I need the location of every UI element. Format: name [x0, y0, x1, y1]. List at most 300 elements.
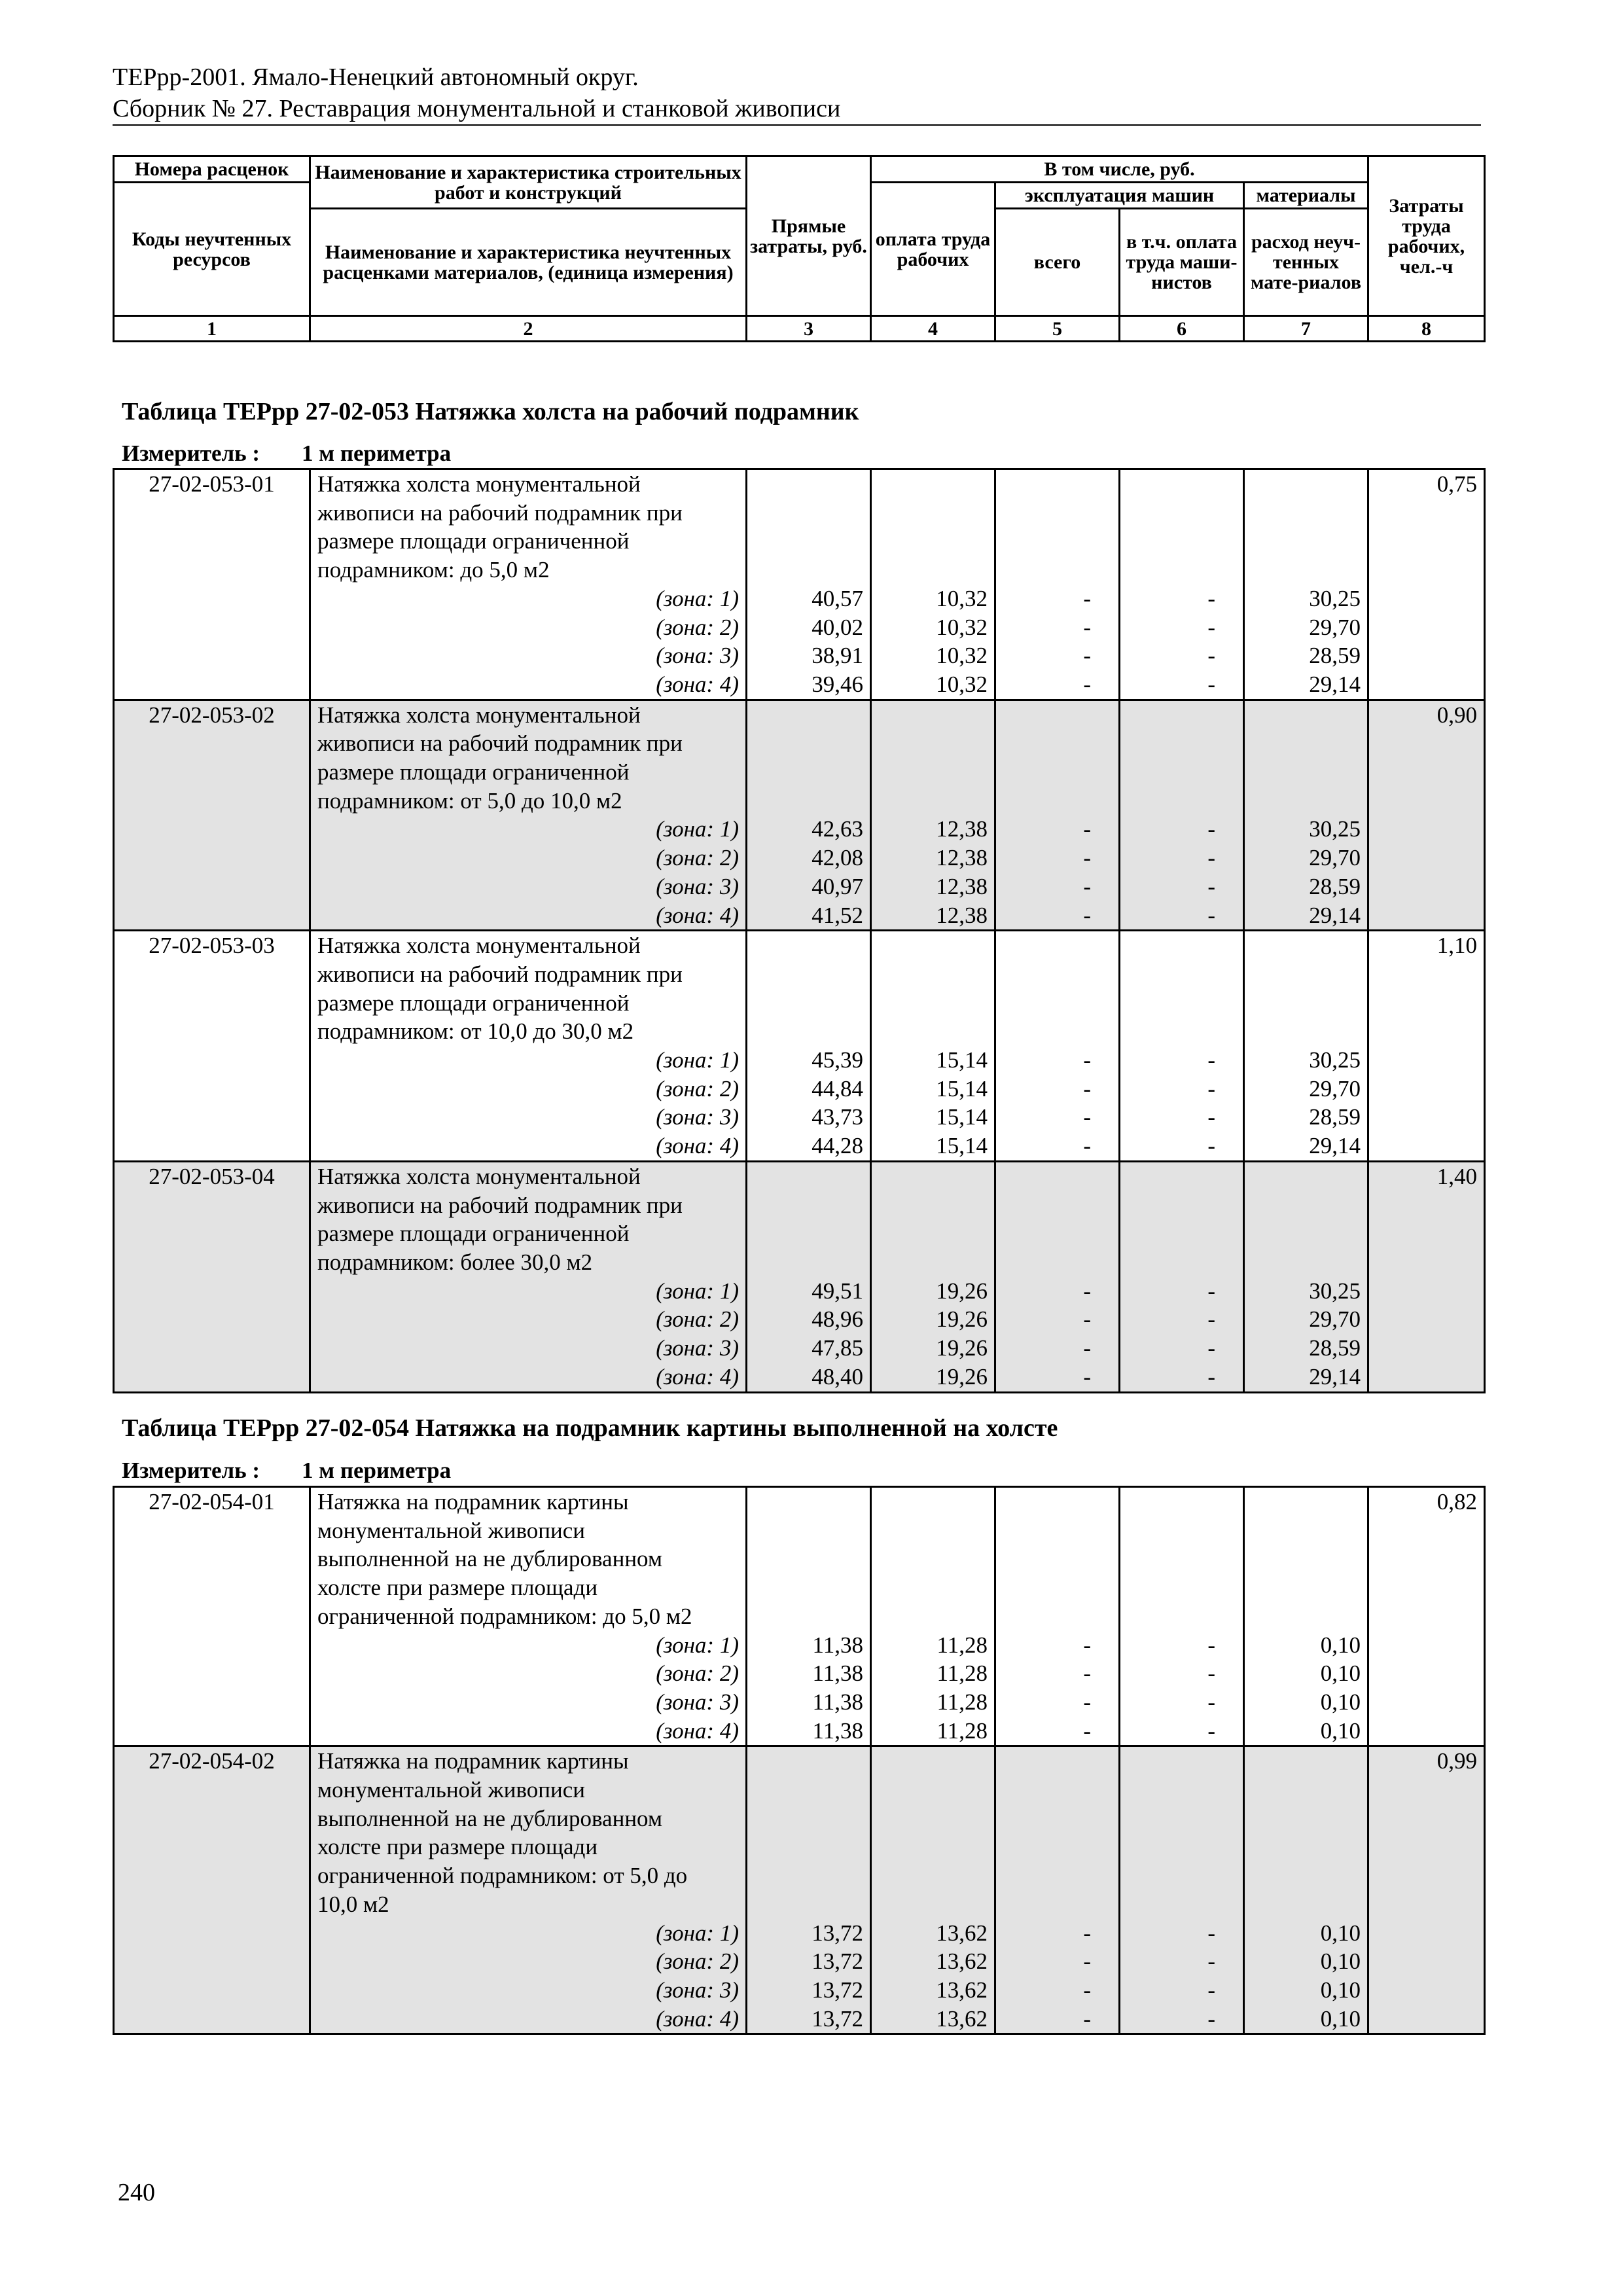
rate-item — [114, 1487, 1485, 1746]
rate-code — [114, 556, 310, 584]
rate-code: 27-02-053-02 — [114, 700, 310, 729]
empty-cell — [995, 1545, 1120, 1573]
table-row — [114, 1804, 1485, 1833]
worker-pay: 15,14 — [871, 1132, 995, 1161]
materials-cost: 28,59 — [1244, 872, 1368, 901]
direct-cost: 40,97 — [747, 872, 871, 901]
empty-cell — [747, 729, 871, 758]
zone-row — [114, 1103, 1485, 1132]
zone-row — [114, 1976, 1485, 2005]
empty-cell — [1368, 1717, 1485, 1746]
table-row — [114, 1248, 1485, 1277]
empty-cell — [1368, 1919, 1485, 1948]
empty-cell — [1244, 469, 1368, 499]
empty-cell — [1120, 700, 1244, 729]
empty-cell — [747, 1573, 871, 1602]
empty-cell — [747, 1487, 871, 1516]
empty-cell — [1368, 1631, 1485, 1660]
empty-cell — [995, 960, 1120, 989]
labor-cost — [1368, 1545, 1485, 1573]
zone-label: (зона: 1) — [310, 1919, 747, 1948]
empty-cell — [114, 1075, 310, 1103]
zone-label: (зона: 2) — [310, 844, 747, 872]
empty-cell — [995, 931, 1120, 960]
table-row — [114, 1545, 1485, 1573]
labor-cost — [1368, 758, 1485, 787]
labor-cost — [1368, 1861, 1485, 1890]
empty-cell — [1368, 815, 1485, 844]
direct-cost: 13,72 — [747, 1976, 871, 2005]
empty-cell — [995, 1776, 1120, 1804]
col-number: 6 — [1120, 316, 1244, 342]
empty-cell — [114, 670, 310, 700]
table-row — [114, 729, 1485, 758]
materials-cost: 29,14 — [1244, 670, 1368, 700]
labor-cost: 0,75 — [1368, 469, 1485, 499]
rate-code: 27-02-053-01 — [114, 469, 310, 499]
machines-total: - — [995, 2005, 1120, 2034]
rate-code — [114, 758, 310, 787]
zone-row — [114, 670, 1485, 700]
rate-name-line: ограниченной подрамником: до 5,0 м2 — [310, 1602, 747, 1631]
empty-cell — [747, 1191, 871, 1220]
empty-cell — [871, 527, 995, 556]
empty-cell — [1244, 1573, 1368, 1602]
empty-cell — [1244, 1219, 1368, 1248]
empty-cell — [871, 556, 995, 584]
empty-cell — [1120, 787, 1244, 816]
labor-cost — [1368, 1776, 1485, 1804]
empty-cell — [871, 1017, 995, 1046]
zone-label: (зона: 3) — [310, 641, 747, 670]
machinist-pay: - — [1120, 872, 1244, 901]
empty-cell — [995, 499, 1120, 528]
empty-cell — [871, 1516, 995, 1545]
machinist-pay: - — [1120, 1919, 1244, 1948]
empty-cell — [1244, 1890, 1368, 1919]
worker-pay: 12,38 — [871, 901, 995, 931]
empty-cell — [1120, 1191, 1244, 1220]
materials-cost: 0,10 — [1244, 1717, 1368, 1746]
empty-cell — [747, 758, 871, 787]
zone-label: (зона: 3) — [310, 1976, 747, 2005]
machines-total: - — [995, 844, 1120, 872]
rate-name-line: подрамником: до 5,0 м2 — [310, 556, 747, 584]
header-line-1: ТЕРрр-2001. Ямало-Ненецкий автономный округ. — [113, 63, 639, 91]
worker-pay: 11,28 — [871, 1717, 995, 1746]
empty-cell — [871, 1219, 995, 1248]
rate-code — [114, 1890, 310, 1919]
machinist-pay: - — [1120, 2005, 1244, 2034]
zone-label: (зона: 1) — [310, 815, 747, 844]
empty-cell — [1368, 1659, 1485, 1688]
empty-cell — [747, 787, 871, 816]
table-row — [114, 527, 1485, 556]
measure-label: Измеритель : — [122, 1458, 260, 1483]
materials-cost: 29,70 — [1244, 1075, 1368, 1103]
empty-cell — [1368, 1688, 1485, 1717]
empty-cell — [871, 931, 995, 960]
rate-item — [114, 469, 1485, 700]
empty-cell — [871, 1487, 995, 1516]
direct-cost: 42,63 — [747, 815, 871, 844]
rate-name-line: Натяжка холста монументальной — [310, 700, 747, 729]
machines-total: - — [995, 584, 1120, 613]
direct-cost: 48,40 — [747, 1363, 871, 1392]
col-resource-codes: Коды неучтенных ресурсов — [114, 183, 310, 316]
table-row — [114, 1573, 1485, 1602]
materials-cost: 29,70 — [1244, 613, 1368, 642]
zone-label: (зона: 1) — [310, 1631, 747, 1660]
empty-cell — [995, 1573, 1120, 1602]
machines-total: - — [995, 1363, 1120, 1392]
empty-cell — [1244, 729, 1368, 758]
empty-cell — [1368, 670, 1485, 700]
direct-cost: 38,91 — [747, 641, 871, 670]
empty-cell — [871, 758, 995, 787]
worker-pay: 15,14 — [871, 1075, 995, 1103]
empty-cell — [747, 1746, 871, 1776]
table-row — [114, 499, 1485, 528]
worker-pay: 12,38 — [871, 815, 995, 844]
empty-cell — [747, 1861, 871, 1890]
empty-cell — [1368, 1103, 1485, 1132]
empty-cell — [871, 499, 995, 528]
direct-cost: 13,72 — [747, 1919, 871, 1948]
rate-code — [114, 1573, 310, 1602]
empty-cell — [747, 989, 871, 1018]
empty-cell — [995, 1746, 1120, 1776]
worker-pay: 19,26 — [871, 1305, 995, 1334]
direct-cost: 49,51 — [747, 1277, 871, 1306]
col-number: 5 — [995, 316, 1120, 342]
empty-cell — [747, 1017, 871, 1046]
zone-label: (зона: 4) — [310, 1363, 747, 1392]
worker-pay: 19,26 — [871, 1334, 995, 1363]
machines-total: - — [995, 1688, 1120, 1717]
rate-item — [114, 1161, 1485, 1392]
labor-cost — [1368, 787, 1485, 816]
empty-cell — [1120, 989, 1244, 1018]
header-rule — [113, 124, 1481, 126]
empty-cell — [114, 1717, 310, 1746]
table-row — [114, 1487, 1485, 1516]
machinist-pay: - — [1120, 901, 1244, 931]
col-number: 1 — [114, 316, 310, 342]
measure — [122, 1458, 451, 1484]
empty-cell — [871, 1602, 995, 1631]
direct-cost: 11,38 — [747, 1659, 871, 1688]
empty-cell — [1120, 499, 1244, 528]
materials-cost: 0,10 — [1244, 1688, 1368, 1717]
empty-cell — [995, 1017, 1120, 1046]
empty-cell — [1244, 1833, 1368, 1861]
empty-cell — [1120, 1573, 1244, 1602]
empty-cell — [1244, 1017, 1368, 1046]
col-labor-costs: Затраты труда рабочих, чел.-ч — [1368, 156, 1485, 316]
empty-cell — [995, 1861, 1120, 1890]
materials-cost: 30,25 — [1244, 1277, 1368, 1306]
empty-cell — [995, 1602, 1120, 1631]
empty-cell — [1244, 1602, 1368, 1631]
empty-cell — [871, 1248, 995, 1277]
table-title: Таблица ТЕРрр 27-02-053 Натяжка холста на рабочий подрамник — [122, 398, 859, 425]
empty-cell — [1120, 1861, 1244, 1890]
machinist-pay: - — [1120, 1075, 1244, 1103]
col-number: 7 — [1244, 316, 1368, 342]
empty-cell — [1244, 1161, 1368, 1191]
empty-cell — [995, 1804, 1120, 1833]
zone-label: (зона: 1) — [310, 1277, 747, 1306]
rate-code — [114, 527, 310, 556]
empty-cell — [1120, 1487, 1244, 1516]
labor-cost: 0,90 — [1368, 700, 1485, 729]
measure-value: 1 м периметра — [302, 440, 452, 466]
zone-row — [114, 1688, 1485, 1717]
empty-cell — [995, 469, 1120, 499]
table-row — [114, 931, 1485, 960]
empty-cell — [1368, 613, 1485, 642]
labor-cost — [1368, 1573, 1485, 1602]
zone-label: (зона: 4) — [310, 901, 747, 931]
labor-cost — [1368, 1890, 1485, 1919]
col-rate-numbers: Номера расценок — [114, 156, 310, 183]
empty-cell — [871, 1861, 995, 1890]
empty-cell — [871, 1804, 995, 1833]
materials-cost: 29,14 — [1244, 901, 1368, 931]
labor-cost — [1368, 556, 1485, 584]
table-row — [114, 1861, 1485, 1890]
rate-code — [114, 1602, 310, 1631]
machines-total: - — [995, 1919, 1120, 1948]
materials-cost: 29,70 — [1244, 844, 1368, 872]
measure-label: Измеритель : — [122, 440, 260, 466]
table-row — [114, 1516, 1485, 1545]
zone-label: (зона: 1) — [310, 1046, 747, 1075]
zone-row — [114, 1132, 1485, 1161]
zone-label: (зона: 3) — [310, 1103, 747, 1132]
empty-cell — [114, 613, 310, 642]
empty-cell — [747, 1890, 871, 1919]
empty-cell — [1368, 584, 1485, 613]
empty-cell — [1244, 989, 1368, 1018]
rate-name-line: размере площади ограниченной — [310, 527, 747, 556]
empty-cell — [1244, 1545, 1368, 1573]
zone-label: (зона: 2) — [310, 1659, 747, 1688]
empty-cell — [1368, 641, 1485, 670]
direct-cost: 43,73 — [747, 1103, 871, 1132]
machines-total: - — [995, 613, 1120, 642]
empty-cell — [114, 844, 310, 872]
empty-cell — [1120, 556, 1244, 584]
empty-cell — [1368, 1132, 1485, 1161]
rate-name-line: монументальной живописи — [310, 1776, 747, 1804]
rate-name-line: подрамником: от 10,0 до 30,0 м2 — [310, 1017, 747, 1046]
materials-cost: 29,70 — [1244, 1305, 1368, 1334]
direct-cost: 39,46 — [747, 670, 871, 700]
col-total: всего — [995, 209, 1120, 316]
rate-name-line: подрамником: более 30,0 м2 — [310, 1248, 747, 1277]
empty-cell — [871, 1833, 995, 1861]
materials-cost: 0,10 — [1244, 1947, 1368, 1976]
empty-cell — [1120, 527, 1244, 556]
empty-cell — [114, 1277, 310, 1306]
empty-cell — [1244, 499, 1368, 528]
zone-row — [114, 1717, 1485, 1746]
worker-pay: 19,26 — [871, 1363, 995, 1392]
rate-name-line: Натяжка холста монументальной — [310, 931, 747, 960]
empty-cell — [1120, 1161, 1244, 1191]
rate-name-line: размере площади ограниченной — [310, 989, 747, 1018]
machines-total: - — [995, 1277, 1120, 1306]
empty-cell — [995, 1191, 1120, 1220]
empty-cell — [747, 1804, 871, 1833]
labor-cost — [1368, 1191, 1485, 1220]
table-row — [114, 1890, 1485, 1919]
worker-pay: 13,62 — [871, 1947, 995, 1976]
zone-row — [114, 613, 1485, 642]
zone-label: (зона: 3) — [310, 872, 747, 901]
empty-cell — [747, 700, 871, 729]
empty-cell — [995, 527, 1120, 556]
rate-name-line: холсте при размере площади — [310, 1573, 747, 1602]
zone-row — [114, 1334, 1485, 1363]
col-direct-costs: Прямые затраты, руб. — [747, 156, 871, 316]
empty-cell — [114, 1947, 310, 1976]
empty-cell — [1368, 1305, 1485, 1334]
zone-row — [114, 1919, 1485, 1948]
materials-cost: 28,59 — [1244, 1103, 1368, 1132]
col-machine-operation: эксплуатация машин — [995, 183, 1244, 209]
table-title: Таблица ТЕРрр 27-02-054 Натяжка на подрамник картины выполненной на холсте — [122, 1414, 1058, 1442]
direct-cost: 45,39 — [747, 1046, 871, 1075]
col-unaccounted-materials: расход неуч-тенных мате-риалов — [1244, 209, 1368, 316]
zone-row — [114, 872, 1485, 901]
empty-cell — [1368, 2005, 1485, 2034]
direct-cost: 40,02 — [747, 613, 871, 642]
labor-cost — [1368, 1602, 1485, 1631]
empty-cell — [747, 1833, 871, 1861]
col-number: 2 — [310, 316, 747, 342]
machinist-pay: - — [1120, 1717, 1244, 1746]
worker-pay: 19,26 — [871, 1277, 995, 1306]
empty-cell — [1120, 1602, 1244, 1631]
machinist-pay: - — [1120, 613, 1244, 642]
empty-cell — [1244, 1191, 1368, 1220]
rate-item — [114, 931, 1485, 1162]
direct-cost: 11,38 — [747, 1631, 871, 1660]
zone-label: (зона: 3) — [310, 1688, 747, 1717]
empty-cell — [114, 1919, 310, 1948]
rate-name-line: подрамником: от 5,0 до 10,0 м2 — [310, 787, 747, 816]
empty-cell — [114, 1334, 310, 1363]
empty-cell — [1244, 1248, 1368, 1277]
table-row — [114, 787, 1485, 816]
direct-cost: 13,72 — [747, 2005, 871, 2034]
machines-total: - — [995, 1103, 1120, 1132]
worker-pay: 11,28 — [871, 1659, 995, 1688]
labor-cost: 0,82 — [1368, 1487, 1485, 1516]
machinist-pay: - — [1120, 1046, 1244, 1075]
zone-row — [114, 1277, 1485, 1306]
zone-row — [114, 1075, 1485, 1103]
empty-cell — [1368, 1075, 1485, 1103]
machinist-pay: - — [1120, 1363, 1244, 1392]
empty-cell — [747, 1219, 871, 1248]
empty-cell — [1120, 758, 1244, 787]
labor-cost — [1368, 1248, 1485, 1277]
col-number: 8 — [1368, 316, 1485, 342]
zone-label: (зона: 2) — [310, 1305, 747, 1334]
rates-table-054 — [113, 1486, 1486, 2035]
rate-name-line: 10,0 м2 — [310, 1890, 747, 1919]
rate-code: 27-02-053-03 — [114, 931, 310, 960]
col-material-name: Наименование и характеристика неучтенных расценками материалов, (единица измерения) — [310, 209, 747, 316]
machines-total: - — [995, 1659, 1120, 1688]
rate-code — [114, 1776, 310, 1804]
empty-cell — [1244, 700, 1368, 729]
zone-row — [114, 2005, 1485, 2034]
rate-name-line: живописи на рабочий подрамник при — [310, 1191, 747, 1220]
table-row — [114, 556, 1485, 584]
rate-name-line: выполненной на не дублированном — [310, 1804, 747, 1833]
col-number: 3 — [747, 316, 871, 342]
machinist-pay: - — [1120, 1947, 1244, 1976]
machinist-pay: - — [1120, 1631, 1244, 1660]
empty-cell — [1244, 1746, 1368, 1776]
worker-pay: 15,14 — [871, 1046, 995, 1075]
empty-cell — [1244, 787, 1368, 816]
zone-label: (зона: 4) — [310, 1717, 747, 1746]
labor-cost — [1368, 527, 1485, 556]
col-including: В том числе, руб. — [871, 156, 1368, 183]
empty-cell — [1368, 1334, 1485, 1363]
empty-cell — [1244, 1516, 1368, 1545]
zone-label: (зона: 4) — [310, 2005, 747, 2034]
materials-cost: 29,14 — [1244, 1132, 1368, 1161]
empty-cell — [747, 1602, 871, 1631]
machines-total: - — [995, 1717, 1120, 1746]
empty-cell — [1368, 901, 1485, 931]
empty-cell — [1244, 960, 1368, 989]
direct-cost: 44,84 — [747, 1075, 871, 1103]
empty-cell — [114, 872, 310, 901]
machinist-pay: - — [1120, 815, 1244, 844]
empty-cell — [1120, 1890, 1244, 1919]
table-row — [114, 1161, 1485, 1191]
empty-cell — [995, 1161, 1120, 1191]
empty-cell — [1244, 556, 1368, 584]
column-header-table — [113, 155, 1486, 342]
worker-pay: 11,28 — [871, 1631, 995, 1660]
table-row — [114, 1833, 1485, 1861]
machinist-pay: - — [1120, 1132, 1244, 1161]
labor-cost: 0,99 — [1368, 1746, 1485, 1776]
machinist-pay: - — [1120, 1334, 1244, 1363]
rate-name-line: размере площади ограниченной — [310, 1219, 747, 1248]
empty-cell — [1120, 1516, 1244, 1545]
machines-total: - — [995, 1631, 1120, 1660]
materials-cost: 30,25 — [1244, 815, 1368, 844]
direct-cost: 47,85 — [747, 1334, 871, 1363]
empty-cell — [1120, 1219, 1244, 1248]
materials-cost: 28,59 — [1244, 1334, 1368, 1363]
empty-cell — [747, 499, 871, 528]
empty-cell — [871, 1545, 995, 1573]
materials-cost: 0,10 — [1244, 1659, 1368, 1688]
direct-cost: 40,57 — [747, 584, 871, 613]
labor-cost — [1368, 1017, 1485, 1046]
